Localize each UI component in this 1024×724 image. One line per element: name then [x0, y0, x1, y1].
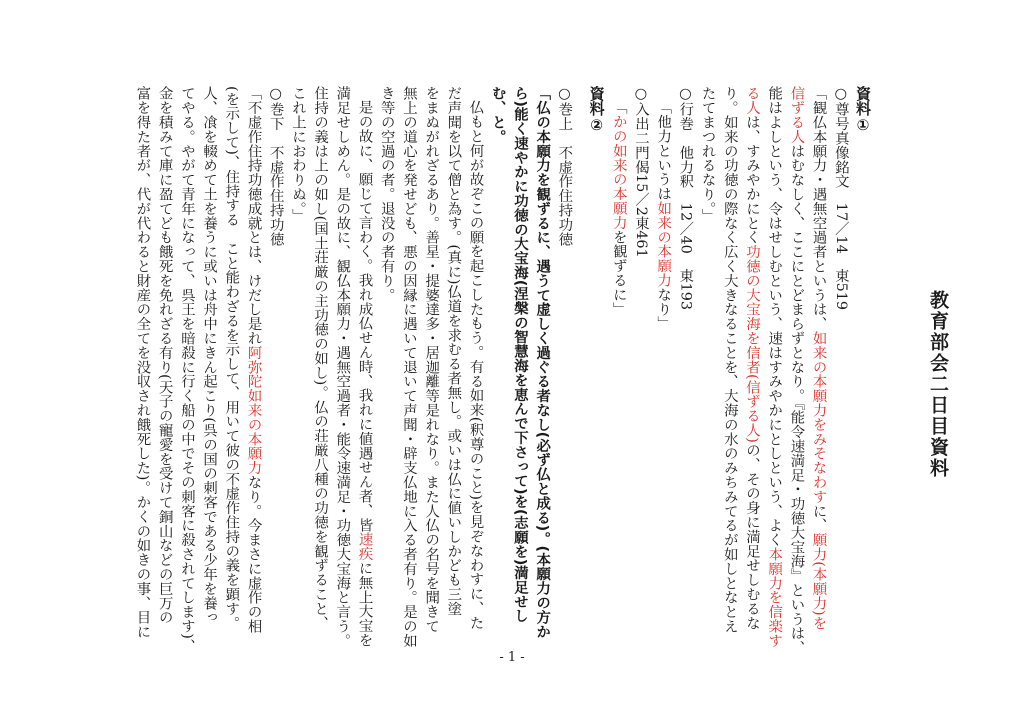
text-segment: 「他力というは	[655, 100, 672, 202]
material2-body-line: 仏もと何が故ぞこの願を起こしたもう。有る如来(釈尊のこと)を見ぞなわすに、た	[467, 100, 484, 631]
document-title: 教育部会二日目資料	[927, 290, 949, 479]
material1-source1: ○尊号真像銘文 17／14 東519	[832, 86, 849, 311]
text-segment: これ上におわりぬ。」	[289, 86, 306, 223]
material2-quote-line	[154, 86, 176, 655]
material2-quote-line	[242, 86, 264, 655]
material2-source1: ○巻上 不虚作住持功徳	[556, 86, 573, 246]
page-number: - 1 -	[499, 650, 525, 665]
highlight-text: 功徳の大宝海を信者(信ずる人)	[743, 244, 760, 443]
material1-quote-line	[807, 86, 829, 655]
text-segment: 「	[610, 100, 627, 115]
material2-body-line	[353, 86, 375, 655]
text-segment: てやる。やがて青年になって、呉王を暗殺に行く船の中でその刺客に殺されてします)、	[178, 86, 195, 654]
material1-quote-line	[696, 86, 718, 655]
material1-quote-line	[763, 86, 785, 655]
text-segment: (を示して)、住持する こと能わざるを示して、用いて彼の不虚作住持の義を顕す。	[223, 86, 240, 631]
text-segment: を観ずるに」	[610, 230, 627, 317]
text-segment: 能はよしという、令はせしむという、速はすみやかにとしという、よく	[766, 86, 783, 547]
material1-quote-line	[785, 86, 807, 655]
text-segment: に無上大宝を	[356, 561, 373, 648]
material2-heading: 資料②	[587, 86, 606, 134]
highlight-text: る人	[743, 86, 760, 115]
text-segment: 富を得た者が、代が代わると財産の全てを没収され餓死した)。かくの如きの事、目に	[134, 86, 151, 639]
highlight-text: 願力(本願力)を	[810, 532, 827, 631]
material2-bold-line: ら)能く速やかに功徳の大宝海(涅槃の智慧海を恵んで下さって)を(志願を)満足せし	[511, 86, 528, 623]
material1-quote3	[608, 86, 630, 655]
highlight-text: 信ずる人	[788, 86, 805, 144]
material2-quote-line	[131, 86, 153, 655]
material2-bold-line: 「仏の本願力を観ずるに、遇うて虚しく過ぐる者なし(必ず仏と成る)。(本願力の方か	[534, 86, 551, 639]
text-segment: は、すみやかにとく	[743, 114, 760, 245]
text-segment: たてまつれるなり。」	[699, 86, 716, 223]
material2-body-line: だ声聞を以て僧と為す。(真に)仏道を求むる者無し。或いは仏に値いしかども三塗	[445, 86, 462, 616]
text-segment: 是の故に、願じて言わく。我れ成仏せん時、我れに値遇せん者、皆	[356, 100, 373, 533]
material2-body-line: をまぬがれざるあり。善星・提婆達多・居迦離等是れなり。また人仏の名号を聞きて	[423, 86, 440, 634]
material2-body-line	[309, 86, 331, 655]
material2-bold-line: む、と。	[489, 86, 506, 144]
text-segment: 金を積みて庫に盈てども餓死を免れざる有り(天子の寵愛を受けて銅山などの巨万の	[156, 86, 173, 625]
document-body	[114, 86, 874, 661]
highlight-text: 如来の本願力	[655, 201, 672, 288]
material1-source3: ○入出二門偈15／2東461	[632, 86, 649, 258]
material1-heading: 資料①	[854, 86, 872, 134]
material2-source2: ○巻下 不虚作住持功徳	[267, 86, 284, 246]
material2-body-line: 無上の道心を発せども、悪の因縁に遇いて退いて声聞・辟支仏地に入る者有り。是の如	[400, 86, 417, 648]
material1-quote-line	[719, 86, 741, 655]
material2-quote-line	[176, 86, 198, 655]
highlight-text: 本願力を信楽す	[766, 546, 783, 648]
text-segment: り。如来の功徳の際なく広く大きなることを、大海の水のみちみてるが如しとなとえ	[721, 86, 738, 634]
material1-source2: ○行巻 他力釈 12／40 東193	[677, 86, 694, 311]
material2-body-line: き等の空過の者。退没の者有り。	[378, 86, 395, 302]
material2-body-line	[331, 86, 353, 655]
highlight-text: 速疾	[356, 532, 373, 562]
highlight-text: 阿弥陀如来の本願力	[245, 345, 262, 475]
material1-quote2	[652, 86, 674, 655]
text-segment: の、その身に満足せしむるな	[743, 442, 760, 631]
text-segment: 人、飡を輟めて土を養うに或いは舟中にきん起こり(呉の国の刺客である少年を養っ	[201, 86, 218, 625]
text-segment: なり」	[655, 287, 672, 331]
material2-quote-line	[198, 86, 220, 655]
material2-quote-line	[220, 86, 242, 655]
highlight-text: 如来の本願力をみそなわす	[810, 330, 827, 504]
text-segment: はむなしく、ここにとどまらずとなり。『能令速満足・功徳大宝海』というは、	[788, 143, 805, 655]
text-segment: 住持の義は上の如し(国土荘厳の主功徳の如し)。仏の荘厳八種の功徳を観ずること、	[312, 86, 329, 631]
text-segment: なり。今まさに虚作の相	[245, 474, 262, 634]
text-segment: 満足せしめん。是の故に、観仏本願力・遇無空過者・能令速満足・功徳大宝海と言う。	[334, 86, 351, 648]
text-segment: に、	[810, 503, 827, 533]
text-segment: 「観仏本願力・遇無空過者というは、	[810, 86, 827, 331]
material2-body-line	[287, 86, 309, 655]
material1-quote-line	[741, 86, 763, 655]
highlight-text: かの如来の本願力	[610, 114, 627, 230]
text-segment: 「不虚作住持功徳成就とは、けだし是れ	[245, 86, 262, 346]
